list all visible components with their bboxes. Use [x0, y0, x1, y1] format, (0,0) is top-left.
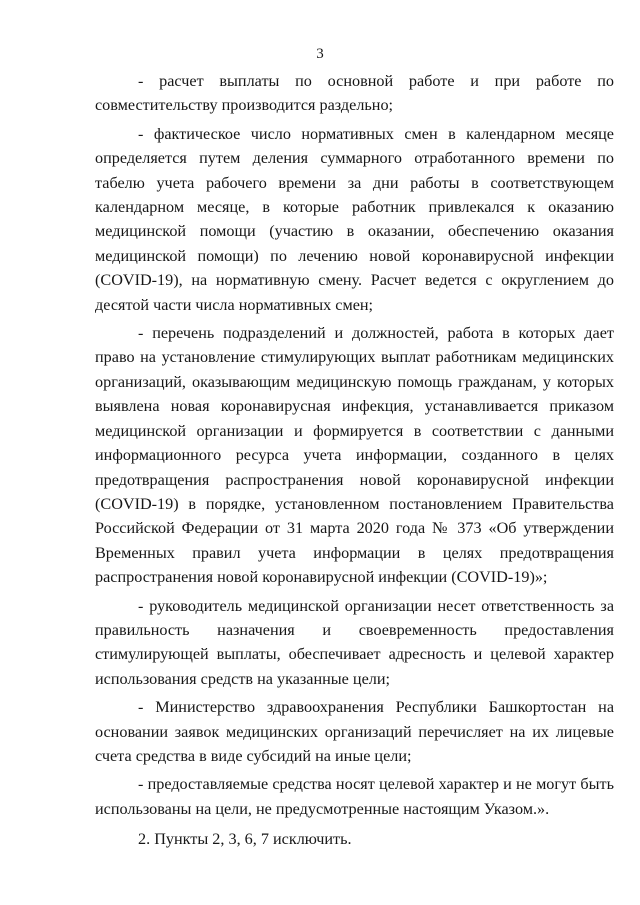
paragraph-normative-shifts: - фактическое число нормативных смен в календарном месяце определяется путем деления суммарного отработанного времени по табелю учета рабочего времени за дни работы в соответствующем календарном месяце, в которые работник привлекался к оказанию медицинской помощи (участию в оказании, обеспечению оказания медицинской помощи) по лечению новой коронавирусной инфекции (COVID-19), на нормативную смену. Расчет ведется с округлением до десятой части числа нормативных смен; — [95, 124, 614, 314]
paragraph-targeted-funds: - предоставляемые средства носят целевой характер и не могут быть использованы на цели, не предусмотренные настоящим Указом.». — [95, 775, 614, 818]
paragraph-exclude-points: 2. Пункты 2, 3, 6, 7 исключить. — [138, 830, 352, 849]
paragraph-payment-calculation: - расчет выплаты по основной работе и при работе по совместительству производится раздельно; — [95, 72, 614, 115]
paragraph-head-responsibility: - руководитель медицинской организации несет ответственность за правильность назначения и своевременность предоставления стимулирующей выплаты, обеспечивает адресность и целевой характер использования средств на указанные цели; — [95, 596, 614, 688]
paragraph-departments-list: - перечень подразделений и должностей, работа в которых дает право на установление стимулирующих выплат работникам медицинских организаций, оказывающим медицинскую помощь гражданам, у которых выявлена новая коронавирусная инфекция, устанавливается приказом медицинской организации и формируется в соответствии с данными информационного ресурса учета информации, созданного в целях предотвращения распространения новой коронавирусной инфекции (COVID-19) в порядке, установленном постановлением Правительства Российской Федерации от 31 марта 2020 года № 373 «Об утверждении Временных правил учета информации в целях предотвращения распространения новой коронавирусной инфекции (COVID-19)»; — [95, 324, 614, 587]
paragraph-ministry-transfer: - Министерство здравоохранения Республики Башкортостан на основании заявок медицинских организаций перечисляет на их лицевые счета средства в виде субсидий на иные цели; — [95, 698, 614, 765]
page-number: 3 — [316, 46, 324, 62]
document-body — [95, 69, 614, 856]
